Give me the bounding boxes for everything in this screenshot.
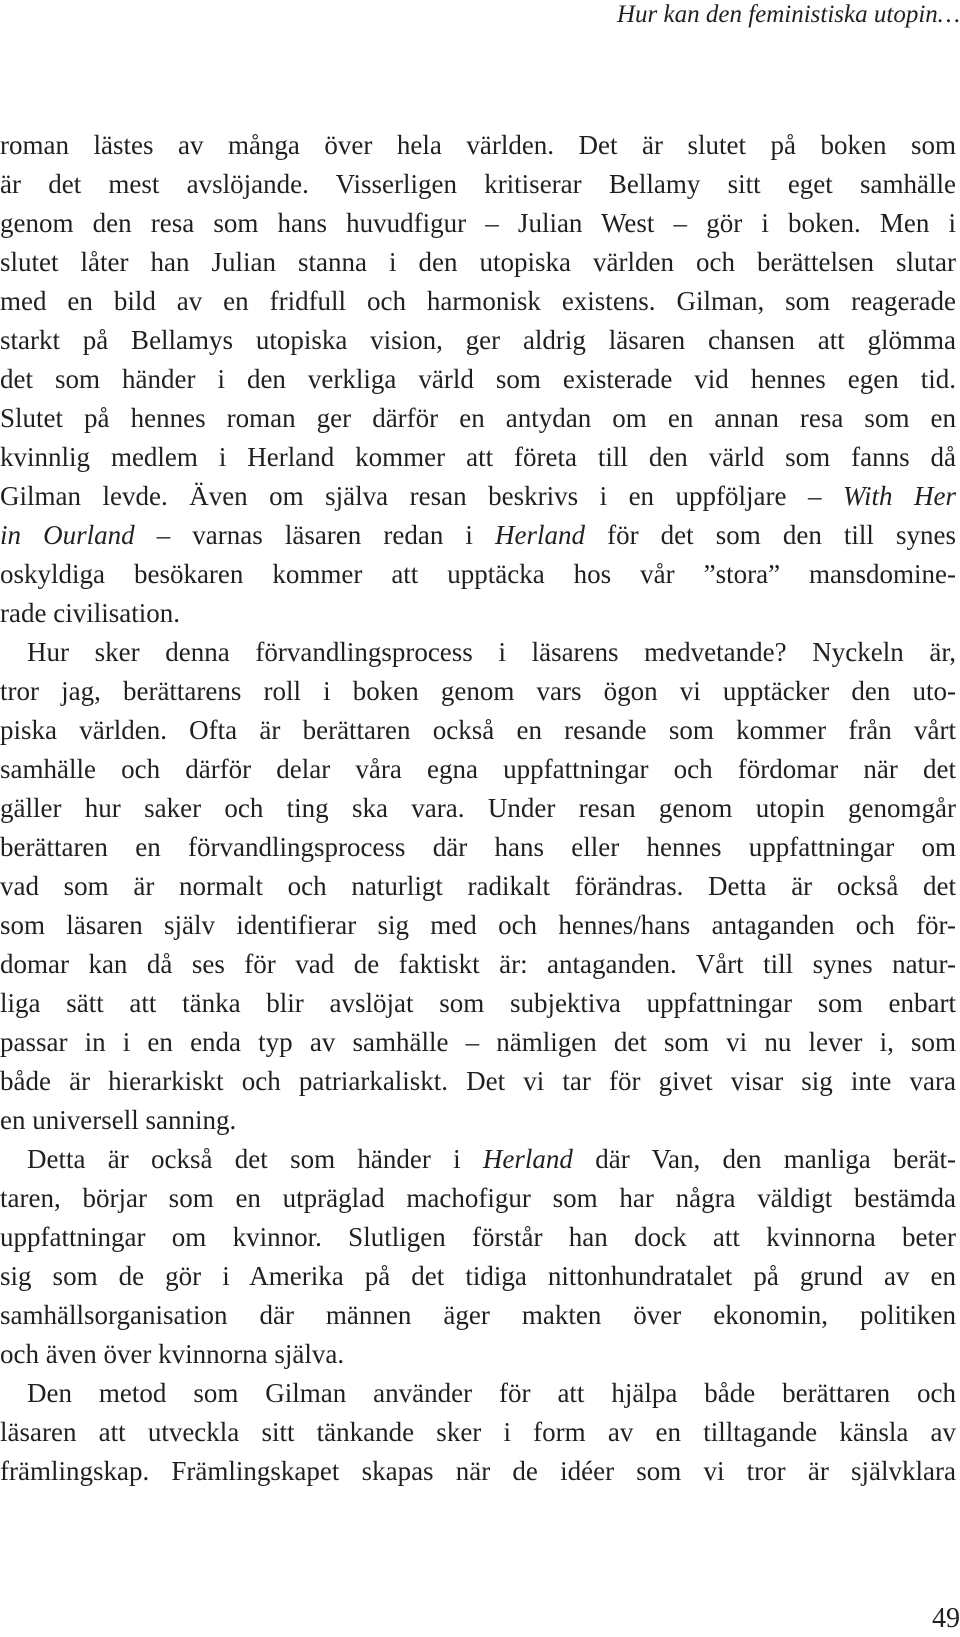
text-run: piska världen. Ofta är berättaren också en resande som kommer från vårt xyxy=(0,715,956,745)
text-line xyxy=(0,477,956,516)
text-run: Den metod som Gilman använder för att hjälpa både berättaren och xyxy=(27,1378,956,1408)
text-run: passar in i en enda typ av samhälle – nämligen det som vi nu lever i, som xyxy=(0,1027,956,1057)
text-line xyxy=(0,1179,956,1218)
text-run: gäller hur saker och ting ska vara. Under resan genom utopin genomgår xyxy=(0,793,956,823)
text-line xyxy=(0,750,956,789)
text-line xyxy=(0,1062,956,1101)
paragraph xyxy=(0,633,956,1140)
text-run: både är hierarkiskt och patriarkaliskt. Det vi tar för givet visar sig inte vara xyxy=(0,1066,956,1096)
text-line xyxy=(0,1140,956,1179)
text-run: med en bild av en fridfull och harmonisk existens. Gilman, som reagerade xyxy=(0,286,956,316)
text-line xyxy=(0,438,956,477)
text-run: sig som de gör i Amerika på det tidiga nittonhundratalet på grund av en xyxy=(0,1261,956,1291)
text-line xyxy=(0,828,956,867)
text-line xyxy=(0,945,956,984)
text-run: Gilman levde. Även om själva resan beskrivs i en uppföljare – xyxy=(0,481,843,511)
text-run: är det mest avslöjande. Visserligen kritiserar Bellamy sitt eget samhälle xyxy=(0,169,956,199)
text-run: uppfattningar om kvinnor. Slutligen förstår han dock att kvinnorna beter xyxy=(0,1222,956,1252)
text-run: taren, börjar som en utpräglad machofigur som har några väldigt bestämda xyxy=(0,1183,956,1213)
text-line xyxy=(0,1413,956,1452)
text-run: – varnas läsaren redan i xyxy=(134,520,496,550)
italic-title: With Her xyxy=(843,481,956,511)
text-run: liga sätt att tänka blir avslöjat som subjektiva uppfattningar som enbart xyxy=(0,988,956,1018)
paragraph xyxy=(0,1140,956,1374)
text-line xyxy=(0,1257,956,1296)
text-line xyxy=(0,243,956,282)
text-run: oskyldiga besökaren kommer att upptäcka hos vår ”stora” mansdomine- xyxy=(0,559,956,589)
italic-title: Herland xyxy=(495,520,586,550)
text-line xyxy=(0,594,956,633)
text-run: främlingskap. Främlingskapet skapas när de idéer som vi tror är självklara xyxy=(0,1456,956,1486)
text-line xyxy=(0,984,956,1023)
text-line xyxy=(0,672,956,711)
text-line xyxy=(0,633,956,672)
text-run: Slutet på hennes roman ger därför en antydan om en annan resa som en xyxy=(0,403,956,433)
text-line xyxy=(0,1023,956,1062)
text-line xyxy=(0,165,956,204)
text-run: som läsaren själv identifierar sig med och hennes/hans antaganden och för- xyxy=(0,910,956,940)
text-run: där Van, den manliga berät- xyxy=(572,1144,957,1174)
text-line xyxy=(0,789,956,828)
text-line xyxy=(0,282,956,321)
text-line xyxy=(0,555,956,594)
text-run: genom den resa som hans huvudfigur – Julian West – gör i boken. Men i xyxy=(0,208,956,238)
text-run: slutet låter han Julian stanna i den utopiska världen och berättelsen slutar xyxy=(0,247,956,277)
text-run: en universell sanning. xyxy=(0,1105,237,1135)
text-run: för det som den till synes xyxy=(585,520,956,550)
text-run: roman lästes av många över hela världen. Det är slutet på boken som xyxy=(0,130,956,160)
text-run: starkt på Bellamys utopiska vision, ger aldrig läsaren chansen att glömma xyxy=(0,325,956,355)
text-line xyxy=(0,1296,956,1335)
text-line xyxy=(0,906,956,945)
text-line xyxy=(0,1374,956,1413)
paragraph xyxy=(0,1374,956,1491)
body-text xyxy=(0,126,956,1491)
text-line xyxy=(0,1335,956,1374)
text-run: samhällsorganisation där männen äger makten över ekonomin, politiken xyxy=(0,1300,956,1330)
text-run: samhälle och därför delar våra egna uppfattningar och fördomar när det xyxy=(0,754,956,784)
italic-title: in Ourland xyxy=(0,520,135,550)
text-run: Hur sker denna förvandlingsprocess i läsarens medvetande? Nyckeln är, xyxy=(27,637,956,667)
text-run: domar kan då ses för vad de faktiskt är: antaganden. Vårt till synes natur- xyxy=(0,949,956,979)
text-run: kvinnlig medlem i Herland kommer att företa till den värld som fanns då xyxy=(0,442,956,472)
text-line xyxy=(0,711,956,750)
text-line xyxy=(0,867,956,906)
text-run: läsaren att utveckla sitt tänkande sker i form av en tilltagande känsla av xyxy=(0,1417,956,1447)
running-head: Hur kan den feministiska utopin… xyxy=(616,1,960,28)
italic-title: Herland xyxy=(482,1144,573,1174)
text-run: tror jag, berättarens roll i boken genom vars ögon vi upptäcker den uto- xyxy=(0,676,956,706)
text-line xyxy=(0,399,956,438)
text-line xyxy=(0,360,956,399)
text-line xyxy=(0,126,956,165)
text-run: berättaren en förvandlingsprocess där hans eller hennes uppfattningar om xyxy=(0,832,956,862)
text-run: och även över kvinnorna själva. xyxy=(0,1339,345,1369)
text-line xyxy=(0,1452,956,1491)
text-line xyxy=(0,204,956,243)
text-run: rade civilisation. xyxy=(0,598,180,628)
paragraph xyxy=(0,126,956,633)
text-line xyxy=(0,516,956,555)
text-line xyxy=(0,1218,956,1257)
text-run: det som händer i den verkliga värld som existerade vid hennes egen tid. xyxy=(0,364,956,394)
text-line xyxy=(0,321,956,360)
page-number: 49 xyxy=(932,1603,960,1634)
text-run: Detta är också det som händer i xyxy=(27,1144,483,1174)
text-run: vad som är normalt och naturligt radikalt förändras. Detta är också det xyxy=(0,871,956,901)
text-line xyxy=(0,1101,956,1140)
